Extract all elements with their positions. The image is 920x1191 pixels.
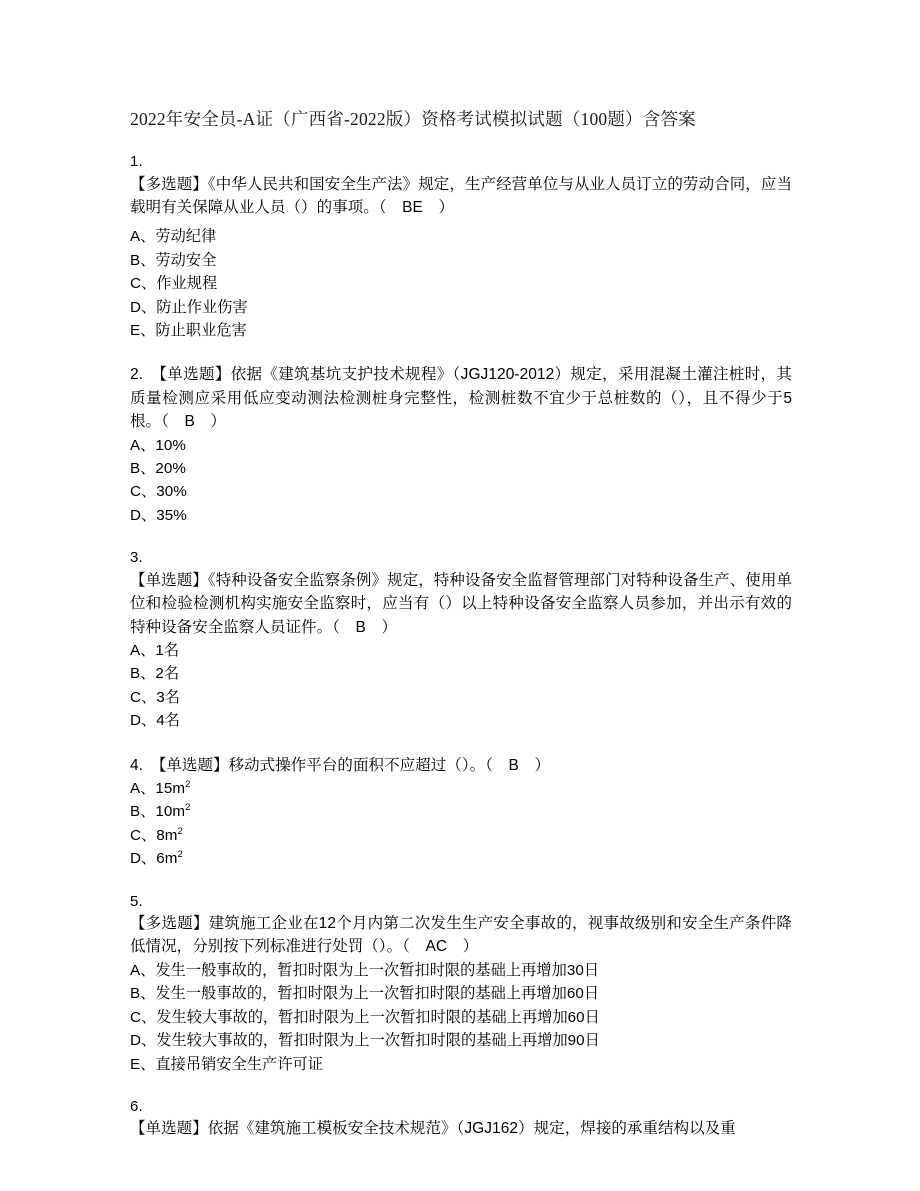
option-d[interactable] xyxy=(130,847,792,870)
option-d[interactable] xyxy=(130,1029,792,1052)
option-a[interactable] xyxy=(130,777,792,800)
option-d-letter: D、 xyxy=(130,506,157,524)
option-d[interactable] xyxy=(130,709,792,732)
option-a-letter: A、 xyxy=(130,228,156,246)
option-c-letter: C、 xyxy=(130,483,157,501)
option-a-text: 劳动纪律 xyxy=(155,228,217,246)
question-stem: 【单选题】依据《建筑施工模板安全技术规范》（JGJ162）规定，焊接的承重结构以及重 xyxy=(130,1120,736,1138)
question-stem: 【单选题】《特种设备安全监察条例》规定，特种设备安全监督管理部门对特种设备生产、使用单位和检验检测机构实施安全监察时，应当有（）以上特种设备安全监察人员参加，并出示有效的特种设备安全监察人员证件。（ B ） xyxy=(130,571,792,636)
option-c-text: 3名 xyxy=(156,688,180,706)
option-b-text: 2名 xyxy=(155,665,180,683)
option-e-letter: E、 xyxy=(130,1055,156,1073)
option-e[interactable] xyxy=(130,319,792,342)
option-b-text: 发生一般事故的，暂扣时限为上一次暂扣时限的基础上再增加60日 xyxy=(155,985,600,1003)
option-c[interactable] xyxy=(130,272,792,295)
option-b-letter: B、 xyxy=(130,459,156,477)
option-a-text: 1名 xyxy=(155,641,180,659)
option-a[interactable] xyxy=(130,639,792,662)
question-list xyxy=(130,152,792,1159)
question-stem: 4. 【单选题】移动式操作平台的面积不应超过（）。（ B ） xyxy=(130,756,551,774)
option-c[interactable] xyxy=(130,1006,792,1029)
option-c-letter: C、 xyxy=(130,826,157,844)
question-stem: 2. 【单选题】依据《建筑基坑支护技术规程》（JGJ120-2012）规定，采用混凝土灌注桩时，其质量检测应采用低应变动测法检测桩身完整性，检测桩数不宜少于总桩数的（），且不得少于5根。（ B ） xyxy=(130,366,792,431)
option-d[interactable] xyxy=(130,296,792,319)
option-c-text: 发生较大事故的，暂扣时限为上一次暂扣时限的基础上再增加60日 xyxy=(156,1008,600,1026)
option-b[interactable] xyxy=(130,982,792,1005)
option-b[interactable] xyxy=(130,800,792,823)
option-a-letter: A、 xyxy=(130,779,156,797)
question-stem: 【多选题】《中华人民共和国安全生产法》规定，生产经营单位与从业人员订立的劳动合同，应当载明有关保障从业人员（）的事项。（ BE ） xyxy=(130,175,792,216)
option-a-text: 10% xyxy=(155,436,186,454)
option-d-text: 防止作业伤害 xyxy=(156,298,248,316)
option-c-letter: C、 xyxy=(130,275,157,293)
option-c-text: 30% xyxy=(156,483,187,501)
option-d-letter: D、 xyxy=(130,1032,157,1050)
option-d-letter: D、 xyxy=(130,850,157,868)
option-b[interactable] xyxy=(130,457,792,480)
option-a-letter: A、 xyxy=(130,641,156,659)
option-c-text: 作业规程 xyxy=(156,275,218,293)
option-d-letter: D、 xyxy=(130,298,157,316)
option-b[interactable] xyxy=(130,249,792,272)
option-e-text: 直接吊销安全生产许可证 xyxy=(155,1055,324,1073)
option-e-letter: E、 xyxy=(130,321,156,339)
option-b-text: 劳动安全 xyxy=(155,251,217,269)
option-b-letter: B、 xyxy=(130,251,156,269)
option-b-text: 10m xyxy=(155,803,186,821)
option-c[interactable] xyxy=(130,480,792,503)
option-c-letter: C、 xyxy=(130,688,157,706)
option-c-text: 8m xyxy=(156,826,178,844)
question-number: 3. xyxy=(130,549,143,567)
option-a-text: 发生一般事故的，暂扣时限为上一次暂扣时限的基础上再增加30日 xyxy=(155,961,600,979)
option-e-text: 防止职业危害 xyxy=(155,321,247,339)
question-item xyxy=(130,548,792,732)
option-a[interactable] xyxy=(130,225,792,248)
option-e[interactable] xyxy=(130,1053,792,1076)
superscript-two: 2 xyxy=(185,802,191,814)
option-a[interactable] xyxy=(130,434,792,457)
question-item xyxy=(130,892,792,1076)
option-c[interactable] xyxy=(130,824,792,847)
question-stem: 【多选题】建筑施工企业在12个月内第二次发生生产安全事故的，视事故级别和安全生产条件降低情况，分别按下列标准进行处罚（）。（ AC ） xyxy=(130,915,792,956)
option-d-text: 4名 xyxy=(156,712,180,730)
question-item xyxy=(130,754,792,871)
option-b[interactable] xyxy=(130,662,792,685)
option-b-letter: B、 xyxy=(130,803,156,821)
option-c-letter: C、 xyxy=(130,1008,157,1026)
option-d-text: 发生较大事故的，暂扣时限为上一次暂扣时限的基础上再增加90日 xyxy=(156,1032,600,1050)
question-item xyxy=(130,152,792,342)
option-a[interactable] xyxy=(130,959,792,982)
option-d-text: 6m xyxy=(156,850,178,868)
question-number: 5. xyxy=(130,892,143,910)
question-item xyxy=(130,363,792,527)
option-c[interactable] xyxy=(130,686,792,709)
superscript-two: 2 xyxy=(185,778,191,790)
superscript-two: 2 xyxy=(177,849,183,861)
question-number: 1. xyxy=(130,153,143,170)
option-a-letter: A、 xyxy=(130,961,156,979)
option-b-letter: B、 xyxy=(130,985,156,1003)
option-d-text: 35% xyxy=(156,506,187,524)
superscript-two: 2 xyxy=(177,825,183,837)
option-d-letter: D、 xyxy=(130,712,157,730)
question-number: 6. xyxy=(130,1097,143,1115)
option-b-letter: B、 xyxy=(130,665,156,683)
page-title: 2022年安全员-A证（广西省-2022版）资格考试模拟试题（100题）含答案 xyxy=(130,109,696,129)
option-a-text: 15m xyxy=(155,779,186,797)
question-item xyxy=(130,1097,792,1141)
option-d[interactable] xyxy=(130,504,792,527)
option-b-text: 20% xyxy=(155,459,186,477)
option-a-letter: A、 xyxy=(130,436,156,454)
